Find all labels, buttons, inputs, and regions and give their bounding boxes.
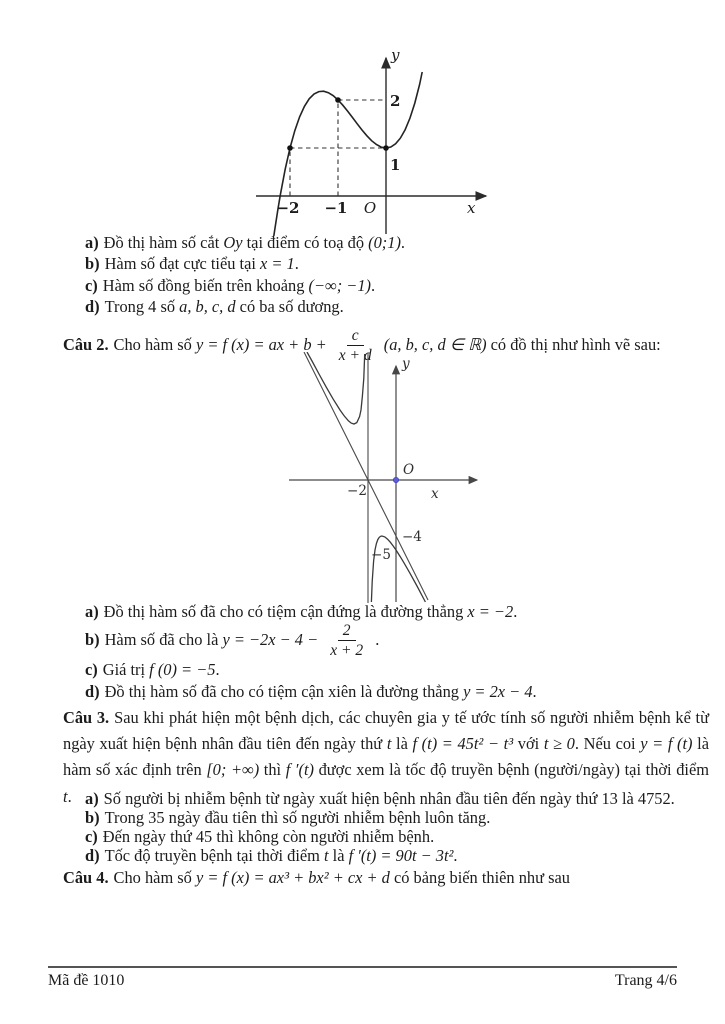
origin-label: O: [403, 462, 415, 478]
item-text: Đồ thị hàm số đã cho có tiệm cận xiên là đường thẳng y = 2x − 4.: [104, 681, 537, 701]
item-text: Trong 35 ngày đầu tiên thì số người nhiễm bệnh luôn tăng.: [104, 807, 491, 827]
page-number: Trang 4/6: [614, 972, 677, 989]
figure-cubic-graph: [236, 44, 506, 236]
question-text: Cho hàm số y = f (x) = ax + b + $\frac{c}{x + d}$ (a, b, c, d ∈ ℝ) có đồ thị như hình vẽ sau:: [113, 327, 661, 364]
origin-label: O: [363, 199, 377, 217]
cau3-item-b: [85, 809, 719, 828]
question-number: Câu 3.: [63, 708, 110, 727]
question-text: Cho hàm số y = f (x) = ax³ + bx² + cx + d có bảng biến thiên như sau: [113, 868, 570, 887]
item-text: Đồ thị hàm số đã cho có tiệm cận đứng là đường thẳng x = −2.: [103, 602, 518, 621]
question-number: Câu 4.: [63, 868, 109, 887]
cau3-item-d: [85, 847, 719, 866]
cau2-item-c: [85, 659, 717, 681]
cau2-item-d: [85, 681, 717, 703]
question-number: Câu 2.: [63, 334, 109, 354]
y-axis-label: y: [402, 356, 410, 372]
cau3-item-c: [85, 828, 719, 847]
x-tick-minus2: −2: [347, 483, 367, 499]
item-label: a): [85, 789, 99, 808]
item-label: b): [85, 254, 100, 274]
item-label: b): [85, 807, 100, 827]
footer-divider: [48, 966, 677, 968]
cau1-items: [85, 232, 717, 317]
cau2-item-a: [85, 601, 717, 623]
cau3-items: [85, 790, 719, 866]
inline-fraction: $\frac{c}{x + d}$: [338, 327, 372, 364]
origin-dot: [393, 477, 398, 482]
x-tick-minus1: −1: [324, 199, 348, 217]
cau2-items: [85, 601, 717, 703]
item-text: Hàm số đạt cực tiểu tại x = 1.: [104, 254, 299, 274]
y-tick-2: 2: [390, 92, 401, 110]
x-tick-minus2: −2: [276, 199, 300, 217]
cau2-item-b: [85, 623, 717, 659]
item-label: b): [85, 629, 100, 649]
exam-code: Mã đề 1010: [48, 972, 125, 989]
cau1-item-c: [85, 275, 717, 296]
point-(-2,1): [287, 145, 293, 151]
curve-lower-branch: [371, 536, 425, 602]
cau1-item-b: [85, 253, 717, 274]
page-footer: [48, 971, 677, 991]
item-label: c): [85, 826, 98, 846]
point-(0,1): [383, 145, 389, 151]
curve-upper-branch: [307, 352, 365, 424]
item-text: Giá trị f (0) = −5.: [102, 659, 220, 679]
item-text: Số người bị nhiễm bệnh từ ngày xuất hiện bệnh nhân đầu tiên đến ngày thứ 13 là 4752.: [103, 789, 675, 808]
item-label: d): [85, 296, 100, 316]
y-label-minus4: −4: [402, 529, 422, 545]
item-text: Hàm số đã cho là y = −2x − 4 − $\frac{2}{x + 2}$ .: [104, 622, 380, 659]
y-tick-1: 1: [390, 156, 401, 174]
item-text: Tốc độ truyền bệnh tại thời điểm t là f ′(t) = 90t − 3t².: [104, 845, 458, 865]
item-label: a): [85, 602, 99, 621]
item-text: Đồ thị hàm số cắt Oy tại điểm có toạ độ (0;1).: [103, 233, 406, 252]
point-(-1,2): [335, 97, 341, 103]
item-label: a): [85, 233, 99, 252]
question-text: Sau khi phát hiện một bệnh dịch, các chuyên gia y tế ước tính số người nhiễm bệnh kể từ ngày xuất hiện bệnh nhân đầu tiên đến ngày thứ t là f (t) = 45t² − t³ với t ≥ 0. Nếu coi y = f (t) là hàm số xác định trên [0; +∞) thì f ′(t) được xem là tốc độ truyền bệnh (người/ngày) tại thời điểm t.: [63, 708, 710, 806]
cau4-heading: [63, 867, 570, 889]
inline-fraction: $\frac{2}{x + 2}$: [330, 622, 364, 659]
item-label: d): [85, 845, 100, 865]
figure-rational-graph: [281, 352, 491, 604]
y-label-minus5: −5: [371, 547, 391, 563]
item-label: c): [85, 275, 98, 295]
cau1-item-a: [85, 232, 717, 253]
item-text: Trong 4 số a, b, c, d có ba số dương.: [104, 296, 344, 316]
item-text: Hàm số đồng biến trên khoảng (−∞; −1).: [102, 275, 376, 295]
y-axis-label: y: [391, 46, 400, 64]
item-label: d): [85, 681, 100, 701]
cau3-item-a: [85, 790, 719, 809]
cau1-item-d: [85, 296, 717, 317]
item-text: Đến ngày thứ 45 thì không còn người nhiễm bệnh.: [102, 826, 435, 846]
x-axis-label: x: [431, 486, 439, 502]
x-axis-label: x: [467, 199, 476, 217]
item-label: c): [85, 659, 98, 679]
